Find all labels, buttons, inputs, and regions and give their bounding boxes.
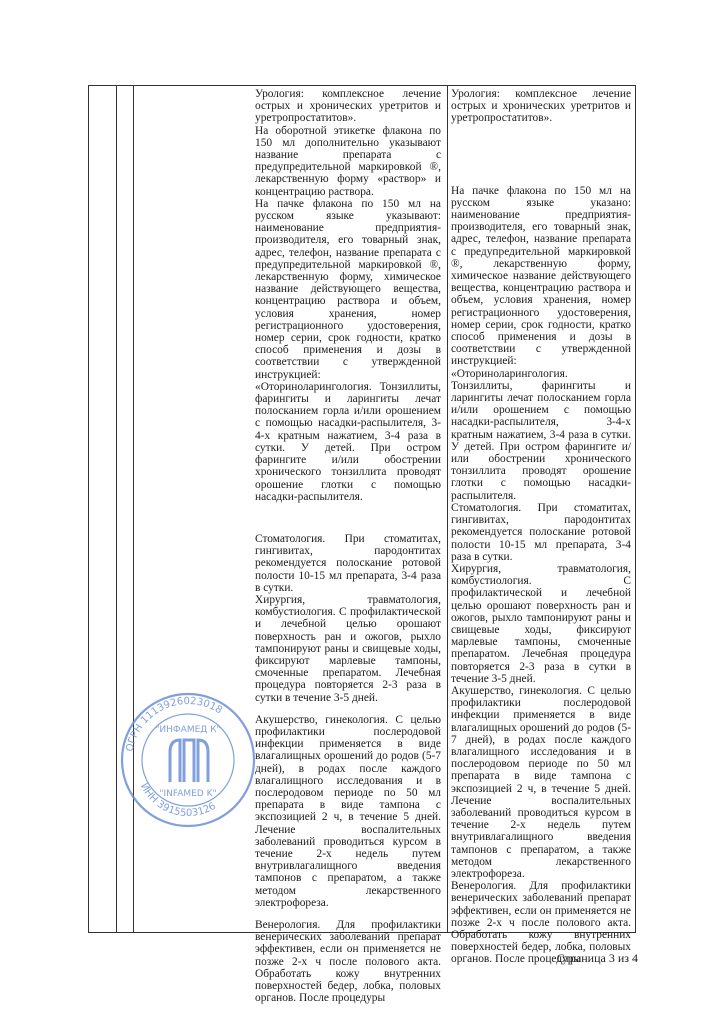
left-paragraph: «Оториноларингология. Тонзиллиты, фарингиты и ларингиты лечат полосканием горла и/или орошением с помощью насадки-распылителя, 3-4-х кратным нажатием, 3-4 раза в сутки. У детей. При остром фарингите и/или обострении хронического тонзиллита проводят орошение глотки с помощью насадки-распылителя. <box>255 380 441 503</box>
right-paragraph: Стоматология. При стоматитах, гингивитах, пародонтитах рекомендуется полоскание ротовой полости 10-15 мл препарата, 3-4 раза в сутки. <box>451 501 631 563</box>
left-paragraph: Стоматология. При стоматитах, гингивитах, пародонтитах рекомендуется полоскание ротовой полости 10-15 мл препарата, 3-4 раза в сутки. <box>255 532 441 594</box>
stamp-brand-bottom: "INFAMED K" <box>159 789 217 799</box>
right-paragraph: На пачке флакона по 150 мл на русском языке указано: наименование предприятия-производителя, его товарный знак, адрес, телефон, название препарата с предупредительной маркировкой ®, лекарственную форму, химическое название действующего вещества, концентрацию раствора и объем, условия хранения, номер регистрационного удостоверения, номер серии, срок годности, кратко способ применения и дозы в соответствии с утвержденной инструкцией: <box>451 184 631 368</box>
left-paragraph: Урология: комплексное лечение острых и хронических уретритов и уретропростатитов». <box>255 88 441 125</box>
table-divider-3 <box>447 86 448 932</box>
stamp-ogrn-text: ОГРН 1113926023018 <box>124 695 225 753</box>
right-paragraph: Акушерство, гинекология. С целью профилактики послеродовой инфекции применяется в виде влагалищных орошений до родов (5-7 дней), в родах после каждого влагалищного исследования и в послеродовом периоде по 50 мл препарата в виде тампона с экспозицией 2 ч, в течение 5 дней. Лечение воспалительных заболеваний проводиться курсом в течение 2-х недель путем внутривлагалищного введения тампонов с препаратом, а также методом лекарственного электрофореза. <box>451 684 631 880</box>
left-text-column <box>255 88 441 1004</box>
left-paragraph: Венерология. Для профилактики венерических заболеваний препарат эффективен, если он применяется не позже 2-х ч после полового акта. Обработать кожу внутренних поверхностей бедер, лобка, половых органов. После процедуры <box>255 919 441 1005</box>
right-paragraph: Урология: комплексное лечение острых и хронических уретритов и уретропростатитов». <box>451 88 631 125</box>
stamp-logo-icon <box>170 740 208 782</box>
right-text-column <box>451 88 631 966</box>
left-paragraph: Акушерство, гинекология. С целью профилактики послеродовой инфекции применяется в виде влагалищных орошений до родов (5-7 дней), в родах после каждого влагалищного исследования и в послеродовом периоде по 50 мл препарата в виде тампона с экспозицией 2 ч, в течение 5 дней. Лечение воспалительных заболеваний проводиться курсом в течение 2-х недель путем внутривлагалищного введения тампонов с препаратом, а также методом лекарственного электрофореза. <box>255 713 441 909</box>
stamp-brand-top: "ИНФАМЕД К" <box>155 725 221 735</box>
left-paragraph: На оборотной этикетке флакона по 150 мл дополнительно указывают название препарата с предупредительной маркировкой ®, лекарственную форму «раствор» и концентрацию раствора. <box>255 124 441 198</box>
stamp-inn-text: ИНН 3915503126 <box>137 781 218 820</box>
table-divider-1 <box>116 86 117 932</box>
right-paragraph: «Оториноларингология. Тонзиллиты, фарингиты и ларингиты лечат полосканием горла и/или орошением с помощью насадки-распылителя, 3-4-х кратным нажатием, 3-4 раза в сутки. У детей. При остром фарингите и/или обострении хронического тонзиллита проводят орошение глотки с помощью насадки-распылителя. <box>451 367 631 502</box>
left-paragraph: На пачке флакона по 150 мл на русском языке указывают: наименование предприятия-производителя, его товарный знак, адрес, телефон, название препарата с предупредительной маркировкой ®, лекарственную форму, химическое название действующего вещества, концентрацию раствора и объем, условия хранения, номер регистрационного удостоверения, номер серии, срок годности, кратко способ применения и дозы в соответствии с утвержденной инструкцией: <box>255 197 441 381</box>
right-paragraph: Хирургия, травматология, комбустиология. С профилактической и лечебной целью орошают поверхность ран и ожогов, рыхло тампонируют раны и свищевые ходы, фиксируют марлевые тампоны, смоченные препаратом. Лечебная процедура повторяется 2-3 раза в сутки в течение 3-5 дней. <box>451 562 631 685</box>
company-stamp <box>118 690 258 830</box>
right-paragraph: Венерология. Для профилактики венерических заболеваний препарат эффективен, если он применяется не позже 2-х ч после полового акта. Обработать кожу внутренних поверхностей бедер, лобка, половых органов. После процедуры <box>451 880 631 966</box>
page-number: Страница 3 из 4 <box>556 951 638 965</box>
left-paragraph: Хирургия, травматология, комбустиология. С профилактической и лечебной целью орошают поверхность ран и ожогов, рыхло тампонируют раны и свищевые ходы, фиксируют марлевые тампоны, смоченные препаратом. Лечебная процедура повторяется 2-3 раза в сутки в течение 3-5 дней. <box>255 593 441 704</box>
